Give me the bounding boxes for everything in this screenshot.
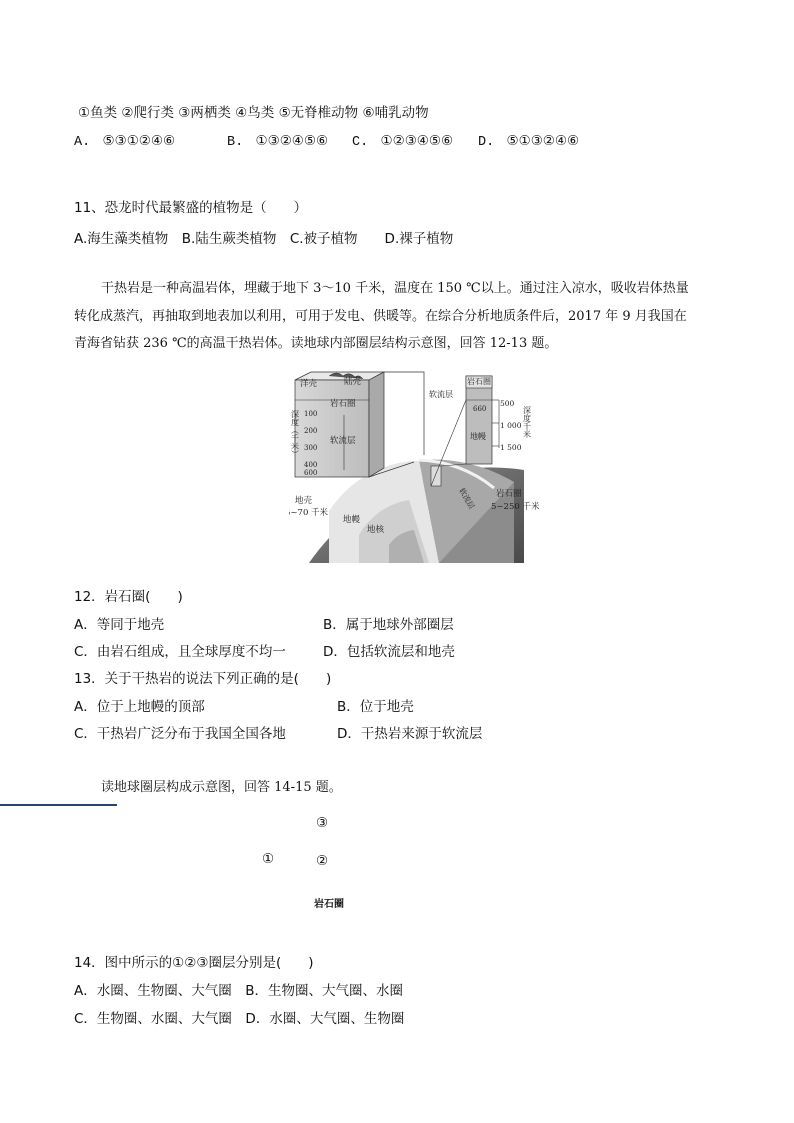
q10-option-d-text: ⑤①③②④⑥ [506, 133, 580, 149]
passage1-line-3: 青海省钻获 236 ℃的高温干热岩体。读地球内部圈层结构示意图，回答 12-13 题。 [74, 336, 558, 351]
q14-options-line-1: A．水圈、生物圈、大气圈 B．生物圈、大气圈、水圈 [74, 983, 403, 999]
label-asthenosphere-block: 软流层 [330, 436, 356, 446]
tick-300: 300 [304, 444, 318, 452]
q10-option-d-letter: D. [478, 135, 495, 150]
label-lithosphere-block: 岩石圈 [330, 399, 356, 409]
q13-option-b: B．位于地壳 [337, 699, 414, 715]
label-mantle: 地幔 [343, 515, 361, 525]
q11-stem: 11、恐龙时代最繁盛的植物是（ ） [74, 200, 308, 216]
q13-option-c: C．干热岩广泛分布于我国全国各地 [74, 726, 286, 742]
q14-stem: 14．图中所示的①②③圈层分别是( ) [74, 955, 314, 971]
q10-option-d [478, 133, 579, 150]
q12-option-d: D．包括软流层和地壳 [323, 644, 455, 660]
tick-400: 400 [304, 461, 318, 469]
label-depth-right: 深度千米 [522, 406, 532, 438]
section-divider [0, 804, 117, 806]
q13-option-d: D．干热岩来源于软流层 [337, 726, 483, 742]
label-right-mantle: 地幔 [470, 432, 486, 441]
tick-600: 600 [304, 469, 318, 477]
label-right-lithosphere: 岩石圈 [467, 377, 491, 386]
passage1-line-2: 转化成蒸汽，再抽取到地表加以利用，可用于发电、供暖等。在综合分析地质条件后，2017 年 9 月我国在 [74, 309, 687, 324]
q10-option-c-text: ①②③④⑤⑥ [380, 133, 454, 149]
figure2-label-1: ① [262, 851, 275, 867]
q10-option-c [352, 133, 453, 150]
q10-option-c-letter: C. [352, 135, 369, 150]
q10-items-line: ①鱼类 ②爬行类 ③两栖类 ④鸟类 ⑤无脊椎动物 ⑥哺乳动物 [78, 105, 429, 121]
label-continent-crust: 陆壳 [344, 377, 362, 387]
q10-option-a-letter: A. [74, 135, 91, 150]
earth-interior-svg [289, 370, 547, 563]
q10-option-a [74, 133, 175, 150]
q12-option-b: B．属于地球外部圈层 [323, 617, 454, 633]
tick-100: 100 [304, 410, 318, 418]
q14-options-line-2: C．生物圈、水圈、大气圈 D．水圈、大气圈、生物圈 [74, 1011, 405, 1027]
label-asthenosphere-arc: 软流层 [457, 486, 477, 511]
label-crust: 地壳 [295, 496, 313, 506]
passage1-line-1: 干热岩是一种高温岩体，埋藏于地下 3～10 千米，温度在 150 ℃以上。通过注入凉水，吸收岩体热量 [101, 281, 689, 296]
label-tick-1000: 1 000 [500, 421, 522, 430]
figure2-label-rock: 岩石圈 [314, 899, 344, 910]
tick-200: 200 [304, 427, 318, 435]
right-column-rect [466, 376, 492, 464]
q10-option-a-text: ⑤③①②④⑥ [102, 133, 176, 149]
figure2-label-2: ② [316, 853, 329, 869]
label-ocean-crust: 洋壳 [300, 379, 318, 389]
q11-options: A.海生藻类植物 B.陆生蕨类植物 C.被子植物 D.裸子植物 [74, 231, 454, 247]
q12-stem: 12．岩石圈( ) [74, 589, 183, 605]
earth-interior-diagram [289, 370, 547, 563]
q10-option-b-letter: B. [227, 135, 244, 150]
q10-option-b [227, 133, 328, 150]
passage2-text: 读地球圈层构成示意图，回答 14-15 题。 [101, 780, 342, 795]
q12-option-a: A．等同于地壳 [74, 617, 165, 633]
q10-option-b-text: ①③②④⑤⑥ [255, 133, 329, 149]
label-right-660: 660 [473, 405, 487, 413]
label-depth-vertical: 深度（千米） [290, 410, 300, 458]
left-block-side [369, 372, 384, 477]
label-right-asthenosphere: 软流层 [429, 390, 453, 399]
left-connector [384, 372, 424, 455]
label-lithosphere-outer: 岩石圈 [496, 489, 522, 499]
label-crust-range: 5~70 千米 [289, 508, 329, 518]
q13-stem: 13．关于干热岩的说法下列正确的是( ) [74, 671, 332, 687]
figure2-label-3: ③ [316, 815, 329, 831]
q13-option-a: A．位于上地幔的顶部 [74, 699, 205, 715]
label-tick-500: 500 [500, 399, 515, 408]
label-core: 地核 [367, 525, 385, 535]
label-lithosphere-range: 5~250 千米 [491, 502, 540, 512]
label-tick-1500: 1 500 [500, 443, 522, 452]
q12-option-c: C．由岩石组成，且全球厚度不均一 [74, 644, 286, 660]
